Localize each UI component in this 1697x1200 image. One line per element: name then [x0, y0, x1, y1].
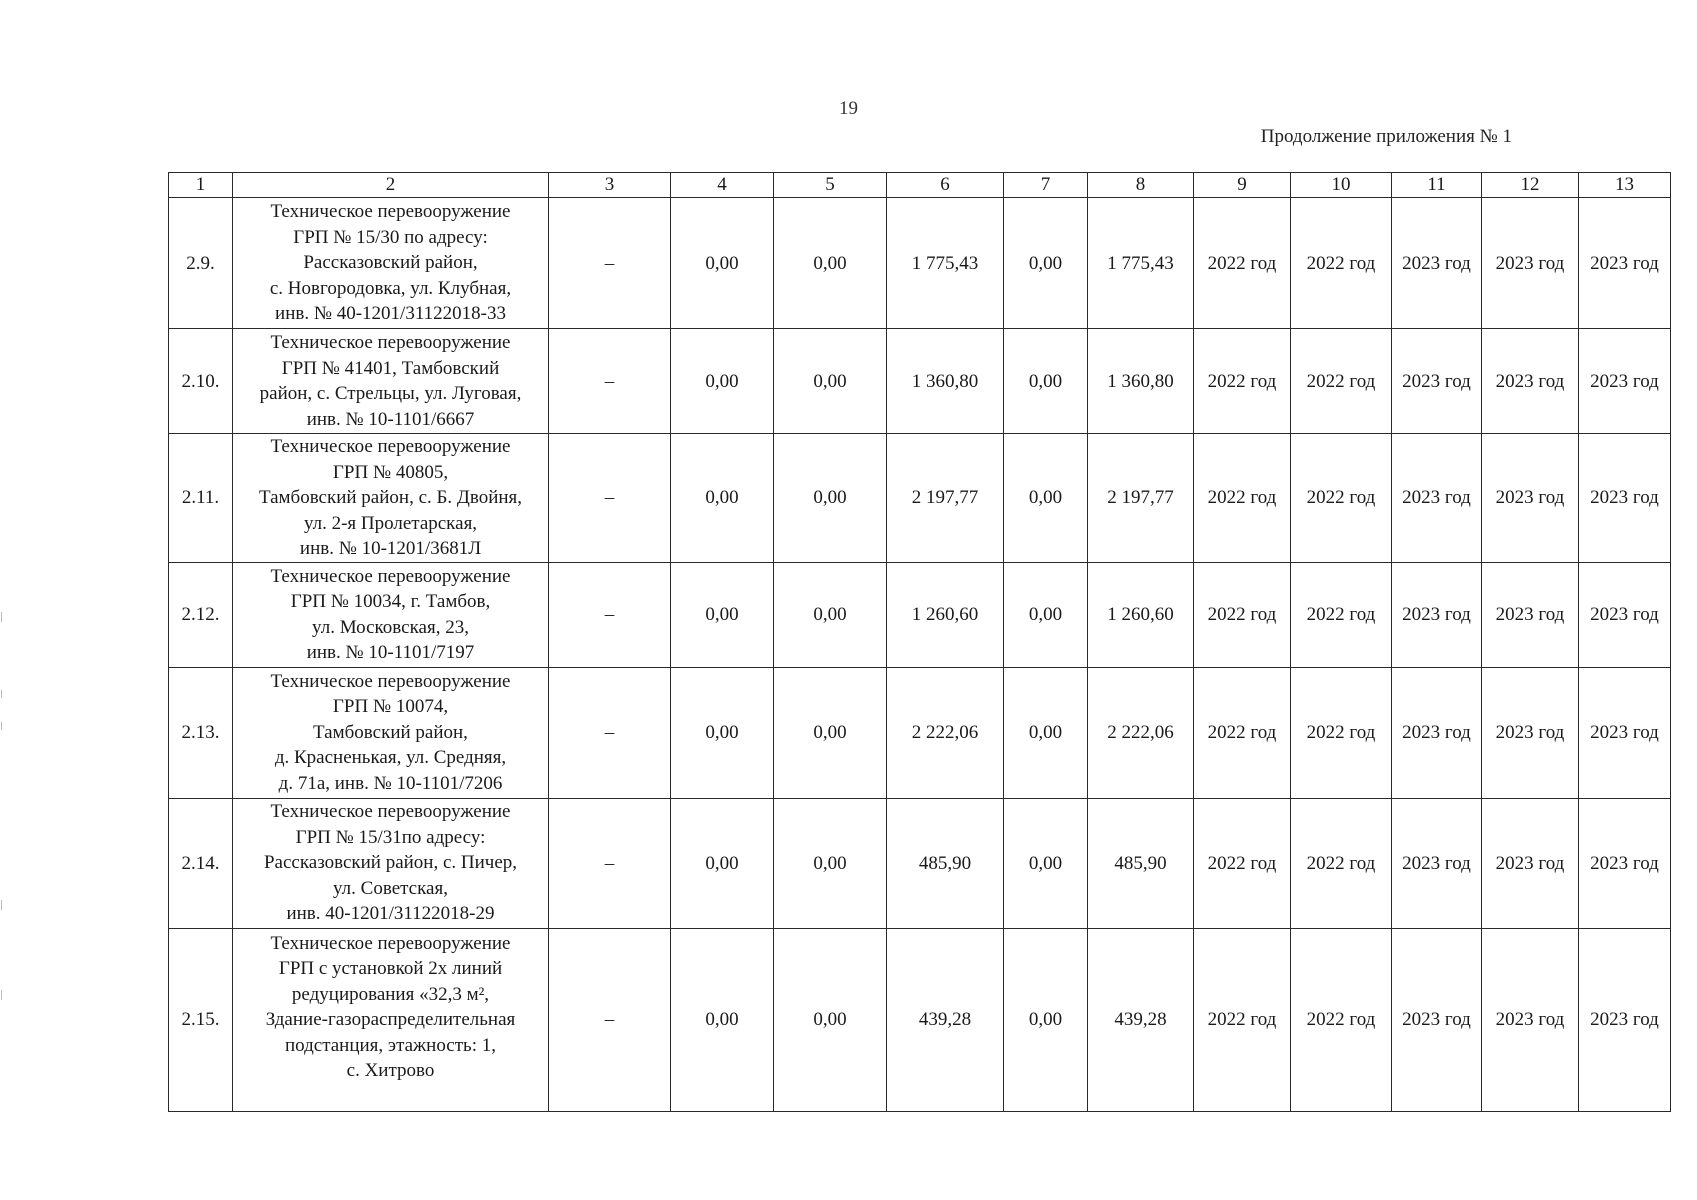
margin-mark — [1, 722, 2, 730]
column-number-6: 6 — [887, 173, 1004, 198]
cell-col-6: 1 360,80 — [887, 329, 1004, 434]
cell-col-4: 0,00 — [671, 667, 774, 798]
description-line: Техническое перевооружение — [270, 565, 511, 587]
column-number-1: 1 — [169, 173, 233, 198]
cell-col-5: 0,00 — [774, 798, 887, 928]
cell-col-12: 2023 год — [1482, 198, 1579, 329]
description-line: Тамбовский район, — [313, 721, 468, 743]
cell-col-8: 2 197,77 — [1088, 434, 1194, 563]
cell-col-10: 2022 год — [1291, 434, 1392, 563]
margin-mark — [1, 990, 2, 1000]
cell-col-4: 0,00 — [671, 329, 774, 434]
column-number-4: 4 — [671, 173, 774, 198]
description-line: Техническое перевооружение — [270, 932, 511, 954]
description-line: инв. 40-1201/31122018-29 — [286, 903, 495, 925]
description-line: ГРП № 10074, — [332, 696, 449, 718]
cell-col-10: 2022 год — [1291, 329, 1392, 434]
row-number: 2.12. — [169, 562, 233, 667]
cell-col-3: – — [549, 667, 671, 798]
cell-col-9: 2022 год — [1194, 667, 1291, 798]
cell-col-10: 2022 год — [1291, 562, 1392, 667]
cell-col-4: 0,00 — [671, 434, 774, 563]
page-number: 19 — [839, 98, 858, 119]
column-number-5: 5 — [774, 173, 887, 198]
object-description — [233, 928, 549, 1111]
cell-col-8: 485,90 — [1088, 798, 1194, 928]
row-number: 2.9. — [169, 198, 233, 329]
description-line: инв. № 10-1201/3681Л — [299, 538, 482, 559]
table-row — [169, 198, 1671, 329]
cell-col-6: 2 197,77 — [887, 434, 1004, 563]
cell-col-6: 1 260,60 — [887, 562, 1004, 667]
description-line: Рассказовский район, — [303, 252, 478, 274]
cell-col-3: – — [549, 562, 671, 667]
object-description — [233, 329, 549, 434]
object-description — [233, 798, 549, 928]
margin-mark — [1, 900, 2, 910]
column-number-row — [169, 173, 1671, 198]
cell-col-6: 485,90 — [887, 798, 1004, 928]
cell-col-13: 2023 год — [1579, 434, 1671, 563]
column-number-9: 9 — [1194, 173, 1291, 198]
cell-col-10: 2022 год — [1291, 928, 1392, 1111]
cell-col-7: 0,00 — [1004, 928, 1088, 1111]
cell-col-12: 2023 год — [1482, 329, 1579, 434]
table-row — [169, 798, 1671, 928]
column-number-2: 2 — [233, 173, 549, 198]
description-line: ул. Московская, 23, — [312, 616, 469, 638]
cell-col-7: 0,00 — [1004, 798, 1088, 928]
cell-col-5: 0,00 — [774, 434, 887, 563]
description-line: Техническое перевооружение — [270, 436, 511, 457]
margin-mark — [1, 690, 2, 698]
cell-col-13: 2023 год — [1579, 198, 1671, 329]
row-number: 2.10. — [169, 329, 233, 434]
description-line: Тамбовский район, с. Б. Двойня, — [258, 487, 523, 508]
cell-col-3: – — [549, 434, 671, 563]
cell-col-5: 0,00 — [774, 562, 887, 667]
cell-col-6: 2 222,06 — [887, 667, 1004, 798]
description-line: д. 71а, инв. № 10-1101/7206 — [278, 772, 503, 794]
cell-col-13: 2023 год — [1579, 928, 1671, 1111]
cell-col-5: 0,00 — [774, 198, 887, 329]
cell-col-8: 2 222,06 — [1088, 667, 1194, 798]
cell-col-3: – — [549, 198, 671, 329]
cell-col-9: 2022 год — [1194, 562, 1291, 667]
cell-col-3: – — [549, 329, 671, 434]
object-description — [233, 667, 549, 798]
cell-col-4: 0,00 — [671, 798, 774, 928]
column-number-13: 13 — [1579, 173, 1671, 198]
column-number-3: 3 — [549, 173, 671, 198]
description-line: ГРП № 40805, — [332, 461, 449, 483]
cell-col-7: 0,00 — [1004, 667, 1088, 798]
object-description — [233, 198, 549, 329]
description-line: район, с. Стрельцы, ул. Луговая, — [259, 383, 522, 404]
description-line: Техническое перевооружение — [270, 332, 511, 353]
cell-col-7: 0,00 — [1004, 562, 1088, 667]
cell-col-11: 2023 год — [1392, 798, 1482, 928]
cell-col-7: 0,00 — [1004, 434, 1088, 563]
cell-col-9: 2022 год — [1194, 198, 1291, 329]
cell-col-9: 2022 год — [1194, 329, 1291, 434]
row-number: 2.14. — [169, 798, 233, 928]
cell-col-11: 2023 год — [1392, 329, 1482, 434]
margin-mark — [1, 612, 2, 622]
cell-col-3: – — [549, 798, 671, 928]
cell-col-12: 2023 год — [1482, 562, 1579, 667]
cell-col-10: 2022 год — [1291, 667, 1392, 798]
cell-col-9: 2022 год — [1194, 434, 1291, 563]
row-number: 2.15. — [169, 928, 233, 1111]
cell-col-4: 0,00 — [671, 198, 774, 329]
cell-col-5: 0,00 — [774, 667, 887, 798]
description-line: ГРП № 41401, Тамбовский — [281, 357, 500, 379]
cell-col-4: 0,00 — [671, 562, 774, 667]
column-number-7: 7 — [1004, 173, 1088, 198]
cell-col-8: 1 775,43 — [1088, 198, 1194, 329]
description-line: Здание-газораспределительная — [265, 1009, 516, 1030]
appendix-table — [168, 172, 1671, 1112]
cell-col-11: 2023 год — [1392, 928, 1482, 1111]
cell-col-5: 0,00 — [774, 329, 887, 434]
cell-col-13: 2023 год — [1579, 667, 1671, 798]
description-line: инв. № 10-1101/6667 — [306, 408, 475, 430]
cell-col-12: 2023 год — [1482, 798, 1579, 928]
cell-col-3: – — [549, 928, 671, 1111]
cell-col-12: 2023 год — [1482, 667, 1579, 798]
description-line: д. Красненькая, ул. Средняя, — [274, 747, 507, 769]
cell-col-8: 439,28 — [1088, 928, 1194, 1111]
description-line: инв. № 40-1201/31122018-33 — [275, 303, 506, 325]
object-description — [233, 434, 549, 563]
cell-col-9: 2022 год — [1194, 928, 1291, 1111]
description-line: подстанция, этажность: 1, — [284, 1034, 496, 1056]
description-line: Рассказовский район, с. Пичер, — [263, 852, 518, 874]
cell-col-11: 2023 год — [1392, 562, 1482, 667]
cell-col-12: 2023 год — [1482, 928, 1579, 1111]
description-line: ГРП с установкой 2х линий — [278, 958, 503, 979]
cell-col-13: 2023 год — [1579, 329, 1671, 434]
table-row — [169, 928, 1671, 1111]
description-line: ул. Советская, — [333, 877, 448, 899]
description-line: ГРП № 15/30 по адресу: — [293, 226, 488, 248]
cell-col-11: 2023 год — [1392, 198, 1482, 329]
description-line: с. Хитрово — [346, 1060, 435, 1081]
column-number-11: 11 — [1392, 173, 1482, 198]
cell-col-8: 1 260,60 — [1088, 562, 1194, 667]
cell-col-4: 0,00 — [671, 928, 774, 1111]
row-number: 2.13. — [169, 667, 233, 798]
continuation-label: Продолжение приложения № 1 — [1260, 126, 1512, 147]
cell-col-10: 2022 год — [1291, 198, 1392, 329]
table-row — [169, 667, 1671, 798]
cell-col-13: 2023 год — [1579, 562, 1671, 667]
row-number: 2.11. — [169, 434, 233, 563]
column-number-10: 10 — [1291, 173, 1392, 198]
description-line: ГРП № 15/31по адресу: — [295, 826, 486, 848]
description-line: Техническое перевооружение — [270, 201, 511, 223]
cell-col-7: 0,00 — [1004, 198, 1088, 329]
cell-col-11: 2023 год — [1392, 434, 1482, 563]
description-line: Техническое перевооружение — [270, 801, 511, 823]
cell-col-8: 1 360,80 — [1088, 329, 1194, 434]
description-line: ул. 2-я Пролетарская, — [303, 512, 478, 534]
cell-col-13: 2023 год — [1579, 798, 1671, 928]
description-line: инв. № 10-1101/7197 — [306, 642, 475, 663]
cell-col-6: 439,28 — [887, 928, 1004, 1111]
cell-col-12: 2023 год — [1482, 434, 1579, 563]
description-line: с. Новгородовка, ул. Клубная, — [269, 277, 512, 299]
column-number-12: 12 — [1482, 173, 1579, 198]
cell-col-10: 2022 год — [1291, 798, 1392, 928]
cell-col-11: 2023 год — [1392, 667, 1482, 798]
table-row — [169, 329, 1671, 434]
column-number-8: 8 — [1088, 173, 1194, 198]
cell-col-6: 1 775,43 — [887, 198, 1004, 329]
description-line: редуцирования «32,3 м², — [291, 983, 490, 1005]
description-line: Техническое перевооружение — [270, 670, 511, 692]
cell-col-5: 0,00 — [774, 928, 887, 1111]
table-row — [169, 434, 1671, 563]
cell-col-9: 2022 год — [1194, 798, 1291, 928]
object-description — [233, 562, 549, 667]
cell-col-7: 0,00 — [1004, 329, 1088, 434]
description-line: ГРП № 10034, г. Тамбов, — [290, 591, 491, 612]
table-row — [169, 562, 1671, 667]
